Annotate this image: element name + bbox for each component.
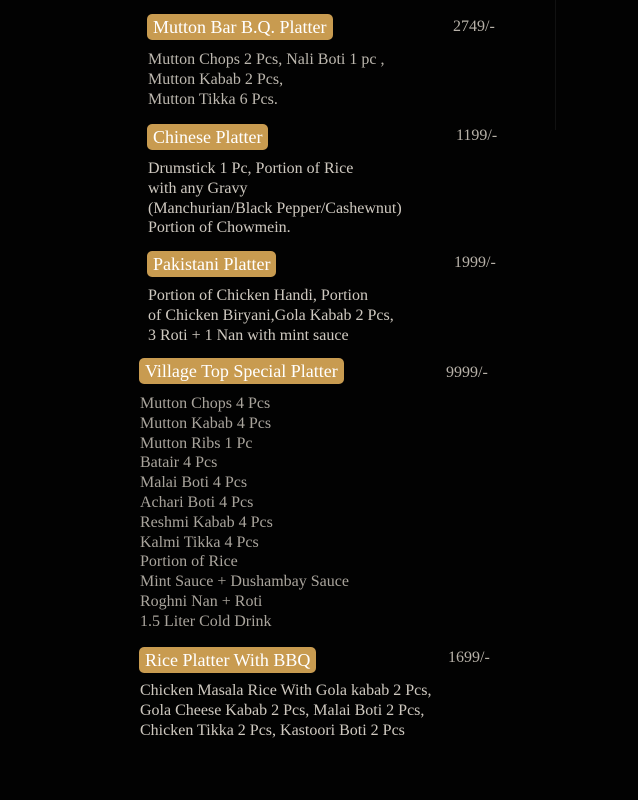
- description-line: Mutton Tikka 6 Pcs.: [148, 90, 278, 108]
- menu-item-pakistani-platter: [147, 251, 276, 277]
- description-line: Mutton Kabab 4 Pcs: [140, 414, 272, 432]
- description-line: Portion of Rice: [140, 553, 238, 571]
- menu-item-rice-platter-with-bbq: [139, 647, 316, 673]
- item-description: [140, 681, 431, 740]
- item-price: 1999/-: [454, 254, 496, 271]
- menu-item-mutton-bbq-platter: [147, 14, 333, 40]
- item-title: Rice Platter With BBQ: [139, 647, 316, 673]
- description-line: Portion of Chowmein.: [148, 219, 291, 237]
- description-line: Malai Boti 4 Pcs: [140, 474, 248, 492]
- description-line: Drumstick 1 Pc, Portion of Rice: [148, 160, 354, 177]
- item-description: [140, 394, 349, 632]
- item-title: Pakistani Platter: [147, 251, 276, 277]
- description-line: of Chicken Biryani,Gola Kabab 2 Pcs,: [148, 306, 394, 324]
- item-price: 1199/-: [456, 127, 498, 144]
- menu-item-chinese-platter: [147, 124, 268, 150]
- description-line: (Manchurian/Black Pepper/Cashewnut): [148, 199, 402, 217]
- menu-item-village-top-special-platter: [139, 358, 344, 384]
- item-description: [148, 286, 394, 345]
- item-price: 2749/-: [453, 18, 495, 35]
- item-description: [148, 159, 402, 238]
- description-line: Reshmi Kabab 4 Pcs: [140, 513, 273, 531]
- description-line: Portion of Chicken Handi, Portion: [148, 287, 368, 304]
- description-line: 1.5 Liter Cold Drink: [140, 612, 272, 630]
- description-line: Roghni Nan + Roti: [140, 592, 263, 610]
- item-title: Village Top Special Platter: [139, 358, 344, 384]
- item-price: 9999/-: [446, 364, 488, 381]
- item-title: Mutton Bar B.Q. Platter: [147, 14, 333, 40]
- item-price: 1699/-: [448, 649, 490, 666]
- description-line: Kalmi Tikka 4 Pcs: [140, 533, 259, 551]
- description-line: Mutton Ribs 1 Pc: [140, 434, 253, 452]
- description-line: Mutton Kabab 2 Pcs,: [148, 70, 284, 88]
- description-line: Chicken Masala Rice With Gola kabab 2 Pcs,: [140, 682, 432, 699]
- item-title: Chinese Platter: [147, 124, 268, 150]
- description-line: Mutton Chops 2 Pcs, Nali Boti 1 pc ,: [148, 51, 385, 68]
- description-line: Batair 4 Pcs: [140, 454, 218, 472]
- divider: [555, 0, 556, 130]
- description-line: Chicken Tikka 2 Pcs, Kastoori Boti 2 Pcs: [140, 721, 405, 739]
- description-line: 3 Roti + 1 Nan with mint sauce: [148, 326, 349, 344]
- description-line: Gola Cheese Kabab 2 Pcs, Malai Boti 2 Pcs,: [140, 701, 425, 719]
- description-line: with any Gravy: [148, 179, 248, 197]
- description-line: Mutton Chops 4 Pcs: [140, 395, 271, 412]
- description-line: Mint Sauce + Dushambay Sauce: [140, 573, 349, 591]
- description-line: Achari Boti 4 Pcs: [140, 493, 254, 511]
- item-description: [148, 50, 384, 109]
